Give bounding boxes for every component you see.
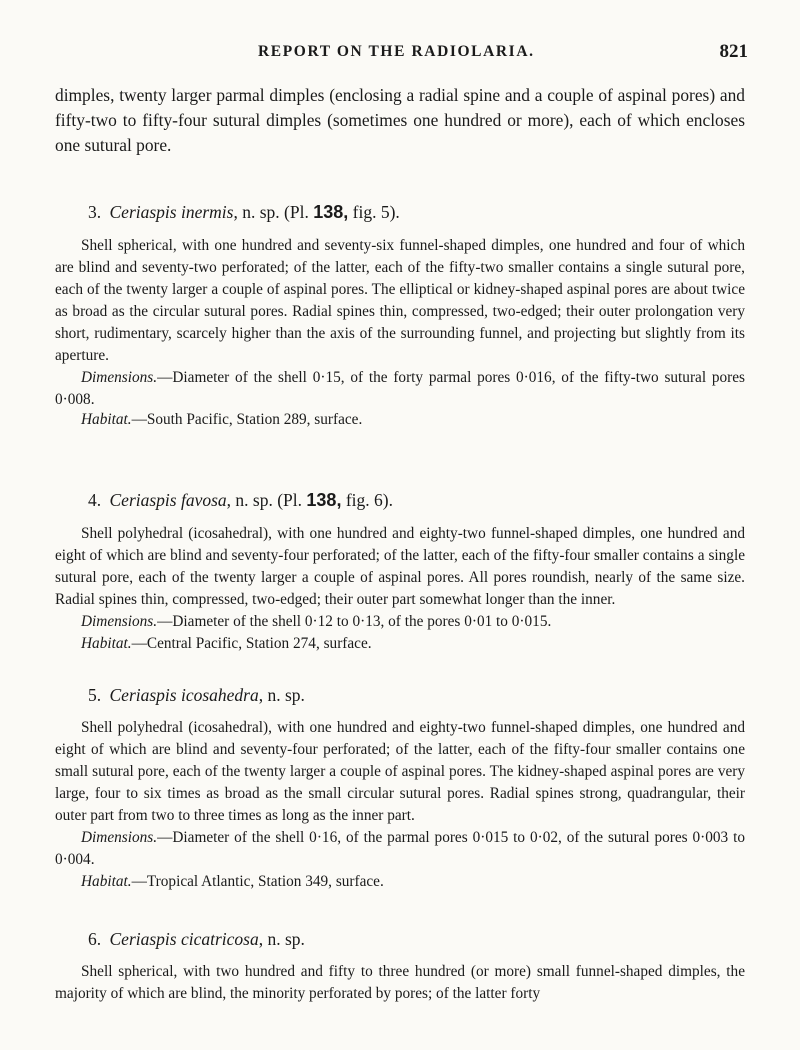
figure-ref: fig. 6). [345,490,393,510]
species-tag: , n. sp. (Pl. [233,202,309,222]
dimensions-text: —Diameter of the shell 0·15, of the forty parmal pores 0·016, of the fifty-two sutural pores 0·008. [55,369,745,408]
plate-number: 138, [306,490,342,510]
habitat-5 [55,871,745,893]
dimensions-label: Dimensions. [81,369,158,386]
dimensions-text: —Diameter of the shell 0·16, of the parmal pores 0·015 to 0·02, of the sutural pores 0·003 to 0·004. [55,829,745,868]
habitat-text: —South Pacific, Station 289, surface. [131,411,363,428]
page-header [0,43,800,67]
habitat-4 [55,633,745,655]
dimensions-label: Dimensions. [81,613,158,630]
habitat-label: Habitat. [81,411,132,428]
species-tag: , n. sp. [258,929,305,949]
species-heading-4 [88,489,393,511]
species-description-6: Shell spherical, with two hundred and fifty to three hundred (or more) small funnel-shaped dimples, the majority of which are blind, the minority perforated by pores; of the latter forty [55,963,745,1002]
habitat-3 [55,409,745,431]
species-name: Ceriaspis cicatricosa [109,929,259,949]
species-number: 5. [88,685,102,705]
habitat-label: Habitat. [81,873,132,890]
running-title: REPORT ON THE RADIOLARIA. [258,43,535,60]
species-description-5: Shell polyhedral (icosahedral), with one hundred and eighty-two funnel-shaped dimples, one hundred and eight of which are blind and seventy-four perforated; of the latter, each of the fifty-four smaller contains one small sutural pore, each of the twenty larger a couple of aspinal pores. The kidney-shaped aspinal pores are very large, four to six times as broad as the small circular sutural pores. Radial spines strong, quadrangular, their outer part from two to three times as long as the inner part. [55,719,745,824]
dimensions-text: —Diameter of the shell 0·12 to 0·13, of the pores 0·01 to 0·015. [157,613,552,630]
species-name: Ceriaspis favosa [109,490,227,510]
dimensions-5 [55,827,745,871]
species-description-3: Shell spherical, with one hundred and seventy-six funnel-shaped dimples, one hundred and four of which are blind and seventy-two perforated; of the latter, each of the fifty-two smaller contains a single sutural pore, each of the twenty larger a couple of aspinal pores. The elliptical or kidney-shaped aspinal pores are about twice as broad as the circular sutural pores. Radial spines thin, compressed, two-edged; their outer prolongation very short, rudimentary, scarcely higher than the axis of the surrounding funnel, and projecting but slightly from its aperture. [55,237,745,364]
species-heading-3 [88,201,400,223]
dimensions-4 [55,611,745,633]
species-heading-5 [88,684,305,706]
page-number: 821 [719,41,748,62]
species-tag: , n. sp. [258,685,305,705]
figure-ref: fig. 5). [352,202,400,222]
plate-number: 138, [313,202,349,222]
species-description-4: Shell polyhedral (icosahedral), with one hundred and eighty-two funnel-shaped dimples, one hundred and eight of which are blind and seventy-four perforated; of the latter, each of the fifty-four smaller contains a single sutural pore, each of the twenty larger a couple of aspinal pores. All pores roundish, nearly of the same size. Radial spines thin, compressed, two-edged; their outer part somewhat longer than the inner. [55,525,745,608]
species-number: 4. [88,490,102,510]
species-number: 3. [88,202,102,222]
dimensions-3 [55,367,745,411]
species-tag: , n. sp. (Pl. [226,490,303,510]
habitat-text: —Tropical Atlantic, Station 349, surface. [131,873,384,890]
habitat-label: Habitat. [81,635,132,652]
species-name: Ceriaspis icosahedra [109,685,259,705]
species-number: 6. [88,929,102,949]
lead-paragraph-text: dimples, twenty larger parmal dimples (enclosing a radial spine and a couple of aspinal pores) and fifty-two to fifty-four sutural dimples (sometimes one hundred or more), each of which encloses one sutural pore. [55,85,745,155]
habitat-text: —Central Pacific, Station 274, surface. [131,635,372,652]
dimensions-label: Dimensions. [81,829,158,846]
species-heading-6 [88,928,305,950]
lead-paragraph [55,83,745,158]
species-name: Ceriaspis inermis [109,202,234,222]
